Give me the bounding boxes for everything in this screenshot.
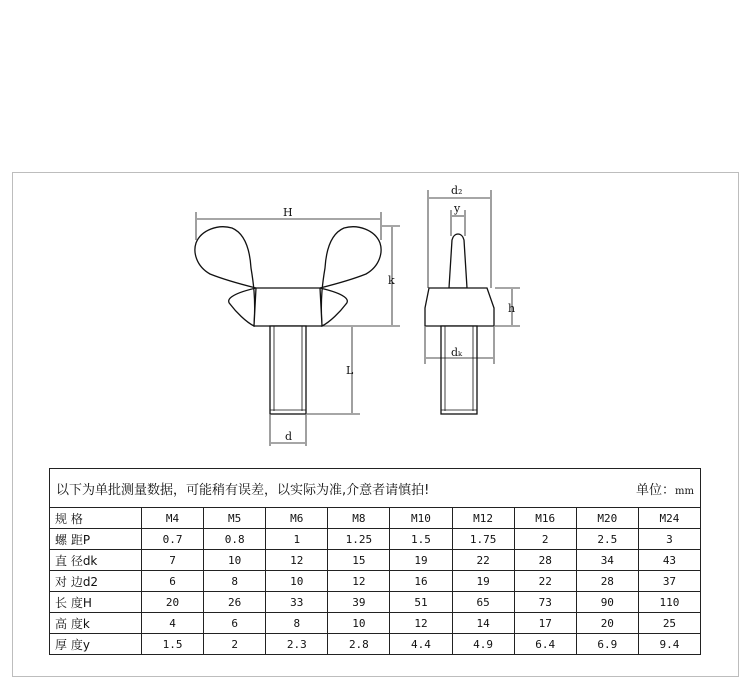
table-cell: 1.5 [390,529,452,550]
table-cell: 90 [576,592,638,613]
table-cell: 1.25 [328,529,390,550]
table-cell: 2.3 [266,634,328,655]
table-cell: M12 [452,508,514,529]
table-cell: M6 [266,508,328,529]
right-wing [320,227,381,326]
table-cell: 51 [390,592,452,613]
row-label: 对 边d2 [50,571,142,592]
table-cell: 43 [638,550,700,571]
row-label: 厚 度y [50,634,142,655]
table-cell: M5 [204,508,266,529]
table-cell: 10 [266,571,328,592]
table-row [50,550,701,571]
table-cell: 110 [638,592,700,613]
side-view [425,234,494,414]
dim-label-L: L [346,364,354,377]
table-cell: 19 [390,550,452,571]
table-cell: 34 [576,550,638,571]
table-cell: 17 [514,613,576,634]
table-row [50,634,701,655]
table-cell: 10 [328,613,390,634]
table-cell: 9.4 [638,634,700,655]
unit-label-text: 单位： [636,482,676,498]
table-cell: 8 [204,571,266,592]
table-row [50,571,701,592]
unit-label [636,479,694,498]
table-cell: 22 [514,571,576,592]
table-cell: 12 [390,613,452,634]
row-label: 螺 距P [50,529,142,550]
table-cell: 28 [576,571,638,592]
table-cell: 2.8 [328,634,390,655]
table-cell: 25 [638,613,700,634]
table-cell: 20 [576,613,638,634]
table-row [50,592,701,613]
table-cell: M8 [328,508,390,529]
thread-shank [270,326,306,414]
left-wing [195,227,256,326]
table-cell: 4.4 [390,634,452,655]
row-label: 规 格 [50,508,142,529]
dim-label-d2: d₂ [451,184,463,197]
table-row [50,529,701,550]
dim-label-y: y [454,202,461,215]
table-cell: 8 [266,613,328,634]
table-cell: 6 [204,613,266,634]
table-cell: 15 [328,550,390,571]
side-base [425,288,494,326]
dim-label-H: H [283,206,293,219]
table-cell: 1.75 [452,529,514,550]
table-cell: 4 [142,613,204,634]
table-cell: 19 [452,571,514,592]
table-cell: 4.9 [452,634,514,655]
dim-label-h: h [508,302,516,315]
table-cell: 37 [638,571,700,592]
hub [254,288,322,326]
row-label: 直 径dk [50,550,142,571]
table-cell: M20 [576,508,638,529]
table-cell: 2.5 [576,529,638,550]
table-cell: 0.8 [204,529,266,550]
table-cell: 7 [142,550,204,571]
table-row [50,613,701,634]
table-cell: 28 [514,550,576,571]
table-cell: M24 [638,508,700,529]
table-cell: 26 [204,592,266,613]
side-thread [441,326,477,414]
unit-value: mm [675,485,694,497]
table-cell: 10 [204,550,266,571]
table-cell: 2 [514,529,576,550]
row-label: 长 度H [50,592,142,613]
notice-row [50,469,701,508]
table-cell: 6.4 [514,634,576,655]
table-cell: 39 [328,592,390,613]
table-cell: M4 [142,508,204,529]
table-cell: 1 [266,529,328,550]
table-cell: 14 [452,613,514,634]
row-label: 高 度k [50,613,142,634]
table-row [50,508,701,529]
table-cell: 16 [390,571,452,592]
table-cell: 22 [452,550,514,571]
dim-label-k: k [388,274,395,287]
side-fin [449,234,467,288]
table-cell: 6 [142,571,204,592]
table-cell: 33 [266,592,328,613]
table-cell: 20 [142,592,204,613]
notice-cell [50,469,701,508]
front-view [195,227,381,414]
dim-label-d: d [285,430,293,443]
table-cell: 65 [452,592,514,613]
spec-table [49,468,701,655]
table-cell: M10 [390,508,452,529]
table-cell: 2 [204,634,266,655]
table-cell: 12 [328,571,390,592]
table-cell: 12 [266,550,328,571]
dim-label-dk: dₖ [451,346,463,359]
table-cell: 73 [514,592,576,613]
table-cell: 3 [638,529,700,550]
table-cell: 0.7 [142,529,204,550]
table-cell: 1.5 [142,634,204,655]
notice-text: 以下为单批测量数据，可能稍有误差，以实际为准,介意者请慎拍! [56,482,430,498]
table-cell: 6.9 [576,634,638,655]
table-cell: M16 [514,508,576,529]
